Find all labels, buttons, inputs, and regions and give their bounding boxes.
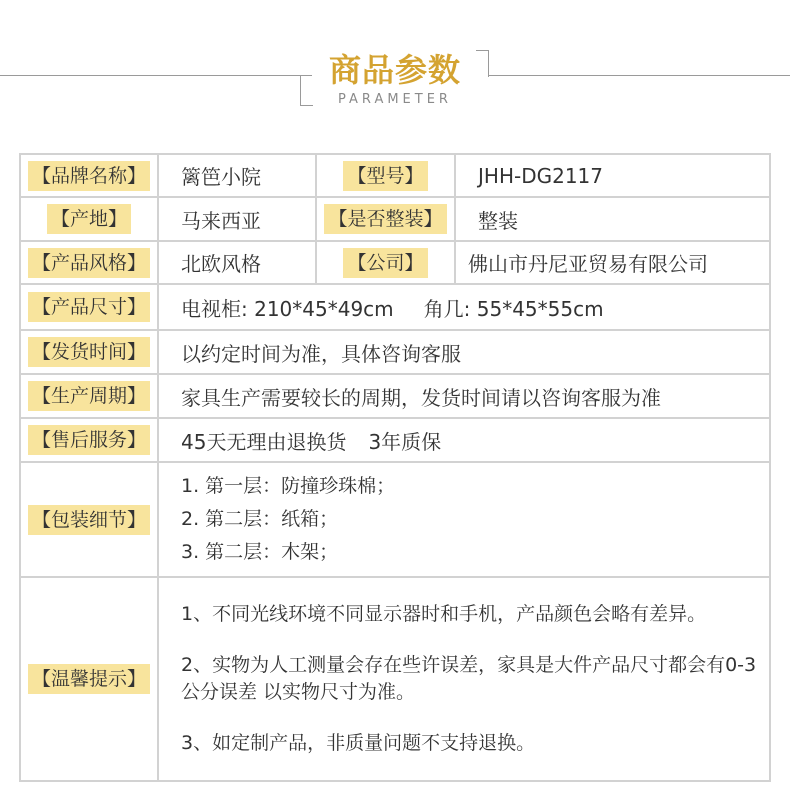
table-row <box>20 284 770 330</box>
ship-label: 【发货时间】 <box>28 337 150 367</box>
package-value-cell <box>158 462 770 577</box>
table-row <box>20 330 770 374</box>
tips-label: 【温馨提示】 <box>28 664 150 694</box>
param-label-cell <box>20 330 158 374</box>
table-row <box>20 154 770 197</box>
package-label: 【包装细节】 <box>28 505 150 535</box>
section-title: 商品参数 <box>328 51 461 89</box>
cycle-value: 家具生产需要较长的周期，发货时间请以咨询客服为准 <box>158 374 770 418</box>
origin-label: 【产地】 <box>47 204 131 234</box>
style-label: 【产品风格】 <box>28 248 150 278</box>
cycle-label: 【生产周期】 <box>28 381 150 411</box>
style-value: 北欧风格 <box>158 241 316 284</box>
param-label-cell <box>316 197 455 241</box>
tip-item: 3、如定制产品，非质量问题不支持退换。 <box>181 732 536 754</box>
package-line: 2. 第二层：纸箱； <box>181 508 339 530</box>
param-label-cell <box>20 284 158 330</box>
service-warranty: 3年质保 <box>368 429 442 454</box>
parameter-table <box>19 153 771 782</box>
table-row <box>20 577 770 781</box>
package-line: 1. 第一层：防撞珍珠棉； <box>181 475 396 497</box>
assembled-value: 整装 <box>455 197 770 241</box>
size-label: 【产品尺寸】 <box>28 292 150 322</box>
company-label: 【公司】 <box>343 248 427 278</box>
service-value-cell <box>158 418 770 462</box>
param-label-cell <box>20 418 158 462</box>
param-label-cell <box>20 197 158 241</box>
brand-value: 篱笆小院 <box>158 154 316 197</box>
brand-label: 【品牌名称】 <box>28 161 150 191</box>
param-label-cell <box>20 462 158 577</box>
tip-item: 2、实物为人工测量会存在些许误差，家具是大件产品尺寸都会有0-3公分误差 以实物尺寸为准。 <box>181 654 757 703</box>
param-label-cell <box>316 241 455 284</box>
param-label-cell <box>316 154 455 197</box>
table-row <box>20 462 770 577</box>
ship-value: 以约定时间为准，具体咨询客服 <box>158 330 770 374</box>
size-value-tv-cabinet: 电视柜: 210*45*49cm <box>181 296 394 321</box>
table-row <box>20 418 770 462</box>
model-value: JHH-DG2117 <box>455 154 770 197</box>
tip-item: 1、不同光线环境不同显示器时和手机，产品颜色会略有差异。 <box>181 603 707 625</box>
table-row <box>20 197 770 241</box>
origin-value: 马来西亚 <box>158 197 316 241</box>
company-value: 佛山市丹尼亚贸易有限公司 <box>455 241 770 284</box>
package-line: 3. 第二层：木架； <box>181 541 339 563</box>
service-label: 【售后服务】 <box>28 425 150 455</box>
param-label-cell <box>20 154 158 197</box>
param-label-cell <box>20 241 158 284</box>
table-row <box>20 374 770 418</box>
section-subtitle: PARAMETER <box>338 92 452 107</box>
param-label-cell <box>20 577 158 781</box>
section-header <box>0 0 790 120</box>
tips-value-cell <box>158 577 770 781</box>
service-return-policy: 45天无理由退换货 <box>181 429 347 454</box>
size-value-side-table: 角几: 55*45*55cm <box>423 296 604 321</box>
table-row <box>20 241 770 284</box>
model-label: 【型号】 <box>343 161 427 191</box>
assembled-label: 【是否整装】 <box>324 204 446 234</box>
param-label-cell <box>20 374 158 418</box>
size-value-cell <box>158 284 770 330</box>
